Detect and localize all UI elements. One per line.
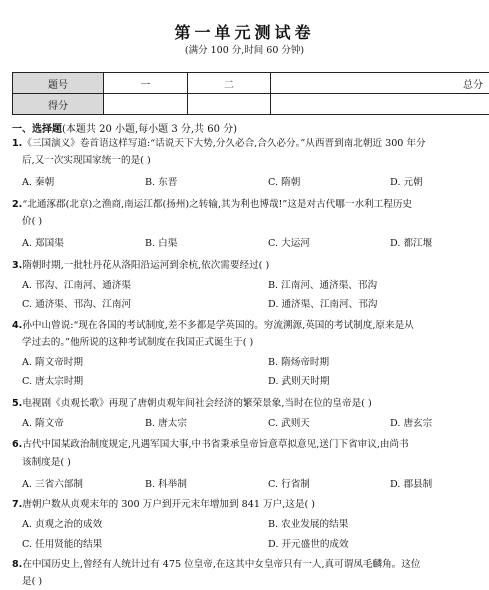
- answer-option: C. 唐太宗时期: [22, 374, 83, 390]
- answer-option: D. 开元盛世的成效: [268, 537, 349, 553]
- score-table-cell: [187, 94, 271, 115]
- section-heading: [12, 120, 237, 135]
- section-note: (本题共 20 小题,每小题 3 分,共 60 分): [62, 124, 237, 135]
- page-subtitle: (满分 100 分,时间 60 分钟): [0, 42, 489, 56]
- question-line: 学过去的。”他所说的这种考试制度在我国正式诞生于( ): [22, 335, 253, 351]
- score-table: [12, 72, 489, 115]
- question-text: [12, 258, 269, 274]
- answer-option: D. 通济渠、江南河、邗沟: [268, 297, 377, 313]
- question-number: 3.: [12, 260, 22, 271]
- score-table-cell: [271, 94, 489, 115]
- answer-option: C. 任用贤能的结果: [22, 537, 102, 553]
- question-line: 孙中山曾说:“现在各国的考试制度,差不多都是学英国的。穷流溯源,英国的考试制度,原来是从: [22, 320, 413, 331]
- question-line: 电视剧《贞观长歌》再现了唐朝贞观年间社会经济的繁荣景象,当时在位的皇帝是( ): [22, 398, 371, 409]
- question-line: “北通涿郡(北京)之渔商,南运江都(扬州)之转输,其为利也博哉!”这是对古代哪一水利工程历史: [22, 199, 412, 210]
- answer-option: B. 隋炀帝时期: [268, 355, 329, 371]
- question-number: 1.: [12, 138, 22, 149]
- answer-option: C. 大运河: [268, 236, 310, 252]
- answer-option: C. 隋朝: [268, 175, 300, 191]
- score-table-row: [13, 73, 489, 94]
- question-line: 《三国演义》卷首语这样写道:“话说天下大势,分久必合,合久必分。”从西晋到南北朝近 300 年分: [22, 138, 425, 149]
- answer-option: D. 郡县制: [390, 477, 432, 493]
- answer-option: A. 秦朝: [22, 175, 54, 191]
- score-table-cell: 一: [104, 73, 188, 94]
- answer-option: A. 三省六部制: [22, 477, 83, 493]
- answer-option: B. 唐太宗: [145, 416, 187, 432]
- question-line: 唐朝户数从贞观末年的 300 万户到开元末年增加到 841 万户,这是( ): [22, 499, 315, 510]
- answer-option: B. 白渠: [145, 236, 177, 252]
- answer-option: A. 隋文帝时期: [22, 355, 83, 371]
- answer-option: B. 农业发展的结果: [268, 517, 348, 533]
- question-line: 后,又一次实现国家统一的是( ): [22, 153, 151, 169]
- question-text: [12, 437, 409, 453]
- question-text: [12, 136, 426, 152]
- section-title: 一、选择题: [12, 124, 62, 135]
- page-title: 第一单元测试卷: [0, 20, 489, 43]
- question-line: 价( ): [22, 214, 42, 230]
- answer-option: A. 贞观之治的成效: [22, 517, 102, 533]
- question-line: 在中国历史上,曾经有人统计过有 475 位皇帝,在这其中女皇帝只有一人,真可谓凤毛麟角。这位: [22, 559, 420, 570]
- question-line: 古代中国某政治制度规定,凡遇军国大事,中书省秉承皇帝旨意草拟意见,送门下省审议,由尚书: [22, 439, 408, 450]
- answer-option: D. 武则天时期: [268, 374, 329, 390]
- question-number: 8.: [12, 559, 22, 570]
- question-number: 2.: [12, 199, 22, 210]
- question-line: 是( ): [22, 574, 42, 590]
- answer-option: C. 行省制: [268, 477, 310, 493]
- answer-option: A. 隋文帝: [22, 416, 64, 432]
- question-text: [12, 396, 372, 412]
- score-table-cell: 题号: [13, 73, 104, 94]
- score-table-cell: 总分: [271, 73, 489, 94]
- question-number: 4.: [12, 320, 22, 331]
- answer-option: A. 邗沟、江南河、通济渠: [22, 278, 131, 294]
- answer-option: B. 东晋: [145, 175, 177, 191]
- question-number: 6.: [12, 439, 22, 450]
- answer-option: C. 武则天: [268, 416, 310, 432]
- question-line: 隋朝时期,一批牡丹花从洛阳沿运河到余杭,依次需要经过( ): [22, 260, 269, 271]
- question-text: [12, 497, 315, 513]
- score-table-cell: 二: [187, 73, 271, 94]
- question-text: [12, 197, 412, 213]
- question-number: 7.: [12, 499, 22, 510]
- answer-option: B. 江南河、通济渠、邗沟: [268, 278, 377, 294]
- answer-option: A. 郑国渠: [22, 236, 64, 252]
- score-table-row: [13, 94, 489, 115]
- answer-option: D. 唐玄宗: [390, 416, 432, 432]
- question-text: [12, 557, 420, 573]
- answer-option: B. 科举制: [145, 477, 187, 493]
- question-number: 5.: [12, 398, 22, 409]
- answer-option: D. 都江堰: [390, 236, 432, 252]
- answer-option: C. 通济渠、邗沟、江南河: [22, 297, 131, 313]
- score-table-cell: 得分: [13, 94, 104, 115]
- answer-option: D. 元朝: [390, 175, 423, 191]
- score-table-cell: [104, 94, 188, 115]
- question-text: [12, 318, 414, 334]
- question-line: 该制度是( ): [22, 455, 71, 471]
